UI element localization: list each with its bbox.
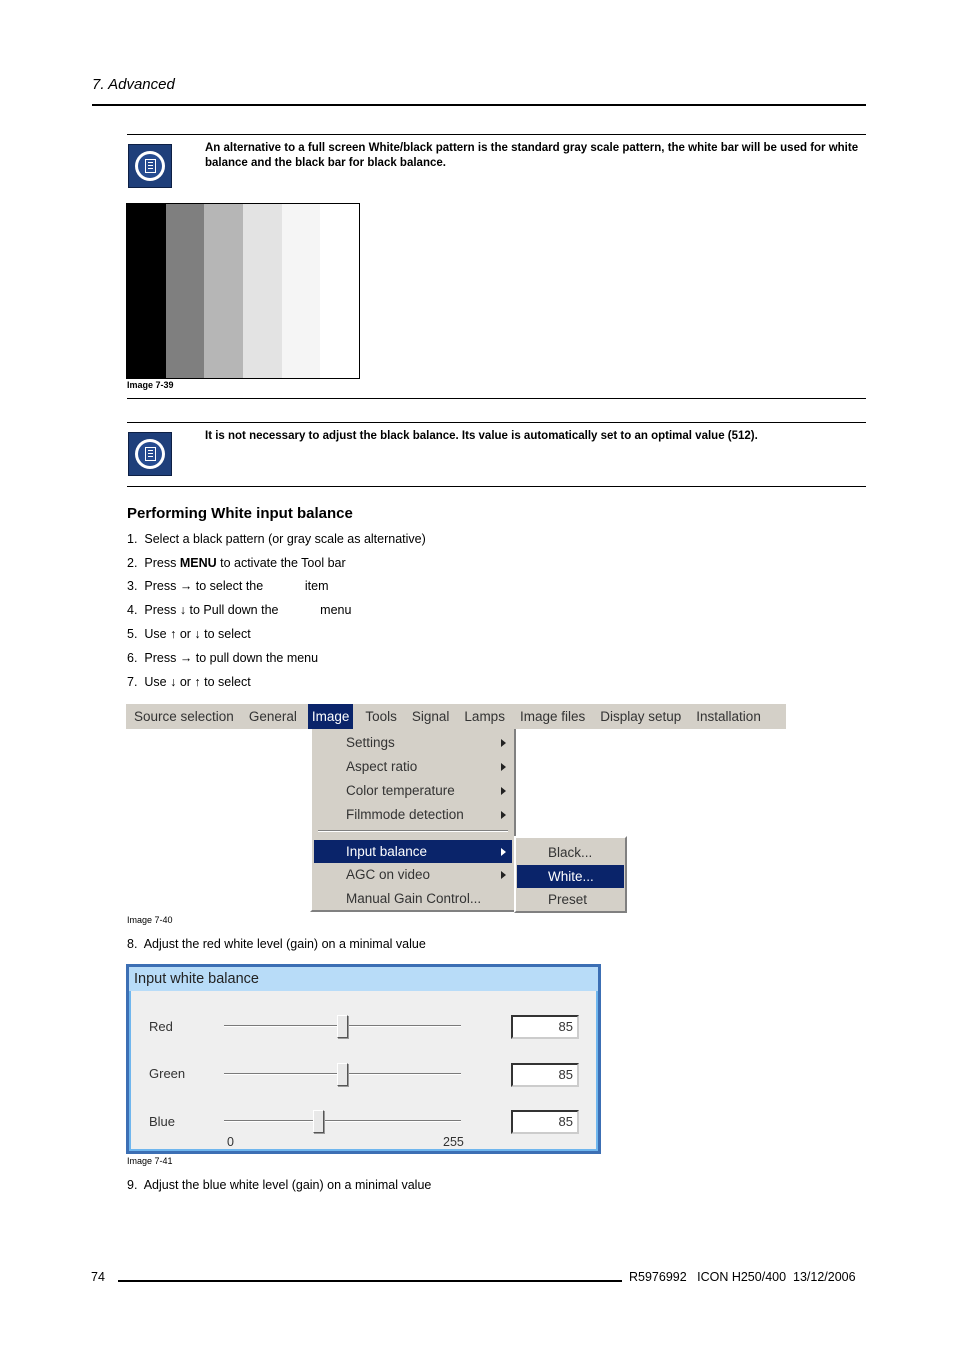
gray-bar [282, 204, 321, 378]
dropdown-item-input-balance[interactable]: Input balance [314, 840, 512, 863]
red-slider-thumb[interactable] [337, 1015, 348, 1038]
chevron-right-icon [501, 848, 506, 856]
note2-top-rule [127, 422, 866, 423]
note1-bottom-rule [127, 398, 866, 399]
menu-separator [318, 830, 508, 832]
chevron-right-icon [501, 811, 506, 819]
green-slider-thumb[interactable] [337, 1063, 348, 1086]
dialog-title: Input white balance [129, 967, 598, 991]
note-icon [128, 144, 172, 188]
step-item: 3. Press → to select the item [127, 579, 329, 593]
chevron-right-icon [501, 871, 506, 879]
dropdown-item-agc-on-video[interactable]: AGC on video [314, 863, 512, 886]
gray-bar [127, 204, 166, 378]
menu-lamps[interactable]: Lamps [464, 709, 505, 724]
dropdown-item-filmmode-detection[interactable]: Filmmode detection [314, 803, 512, 826]
menu-signal[interactable]: Signal [411, 709, 450, 724]
step-item: 2. Press MENU to activate the Tool bar [127, 556, 346, 570]
chapter-title: 7. Advanced [92, 76, 175, 93]
blue-value-field[interactable]: 85 [511, 1110, 579, 1134]
green-value-field[interactable]: 85 [511, 1063, 579, 1087]
gray-bar [166, 204, 205, 378]
gray-bar [204, 204, 243, 378]
blue-slider-thumb[interactable] [313, 1110, 324, 1133]
submenu-item-white[interactable]: White... [517, 865, 624, 888]
step-item: 7. Use ↓ or ↑ to select [127, 675, 251, 689]
menu-tools[interactable]: Tools [365, 709, 397, 724]
dropdown-item-manual-gain-control[interactable]: Manual Gain Control... [346, 891, 482, 906]
chevron-right-icon [501, 739, 506, 747]
blue-slider-track[interactable] [224, 1120, 461, 1122]
image-dropdown-menu [310, 729, 516, 912]
chevron-right-icon [501, 763, 506, 771]
menu-installation[interactable]: Installation [696, 709, 761, 724]
step-item: 9. Adjust the blue white level (gain) on a minimal value [127, 1178, 432, 1192]
gray-bar [243, 204, 282, 378]
scale-max-label: 255 [443, 1135, 464, 1149]
red-label: Red [149, 1019, 173, 1034]
gray-scale-pattern [126, 203, 360, 379]
step-item: 4. Press ↓ to Pull down the menu [127, 603, 352, 617]
blue-label: Blue [149, 1114, 176, 1129]
menu-source-selection[interactable]: Source selection [134, 709, 234, 724]
submenu-item-preset[interactable]: Preset [548, 892, 588, 907]
footer-rule [118, 1280, 622, 1282]
input-white-balance-dialog [126, 964, 601, 1154]
header-rule [92, 104, 866, 106]
step-item: 6. Press → to pull down the menu [127, 651, 319, 665]
scale-min-label: 0 [227, 1135, 234, 1149]
step-item: 8. Adjust the red white level (gain) on a minimal value [127, 937, 426, 951]
section-title: Performing White input balance [127, 505, 353, 522]
menu-image[interactable]: Image [308, 704, 354, 729]
dropdown-item-color-temperature[interactable]: Color temperature [314, 779, 512, 802]
menu-general[interactable]: General [248, 709, 297, 724]
green-label: Green [149, 1066, 186, 1081]
step-item: 1. Select a black pattern (or gray scale as alternative) [127, 532, 426, 546]
dialog-body [129, 991, 598, 1151]
chevron-right-icon [501, 787, 506, 795]
menu-bar [126, 704, 786, 729]
gray-bar [320, 204, 359, 378]
menu-image-files[interactable]: Image files [519, 709, 586, 724]
dropdown-item-aspect-ratio[interactable]: Aspect ratio [314, 755, 512, 778]
submenu-item-black[interactable]: Black... [548, 845, 593, 860]
note1-text: An alternative to a full screen White/black pattern is the standard gray scale pattern, the white bar will be used for white balance and the black bar for black balance. [205, 142, 859, 169]
dropdown-item-settings[interactable]: Settings [314, 731, 512, 754]
image-caption: Image 7-39 [127, 380, 174, 390]
page-number: 74 [91, 1270, 105, 1284]
image-caption: Image 7-40 [127, 915, 173, 925]
document-reference: R5976992 ICON H250/400 13/12/2006 [629, 1270, 856, 1284]
note1-top-rule [127, 134, 866, 135]
input-balance-submenu [514, 836, 627, 913]
note2-text: It is not necessary to adjust the black balance. Its value is automatically set to an optimal value (512). [205, 430, 758, 442]
menu-display-setup[interactable]: Display setup [600, 709, 682, 724]
red-value-field[interactable]: 85 [511, 1015, 579, 1039]
image-caption: Image 7-41 [127, 1156, 173, 1166]
step-item: 5. Use ↑ or ↓ to select [127, 627, 251, 641]
note-icon [128, 432, 172, 476]
note2-bottom-rule [127, 486, 866, 487]
